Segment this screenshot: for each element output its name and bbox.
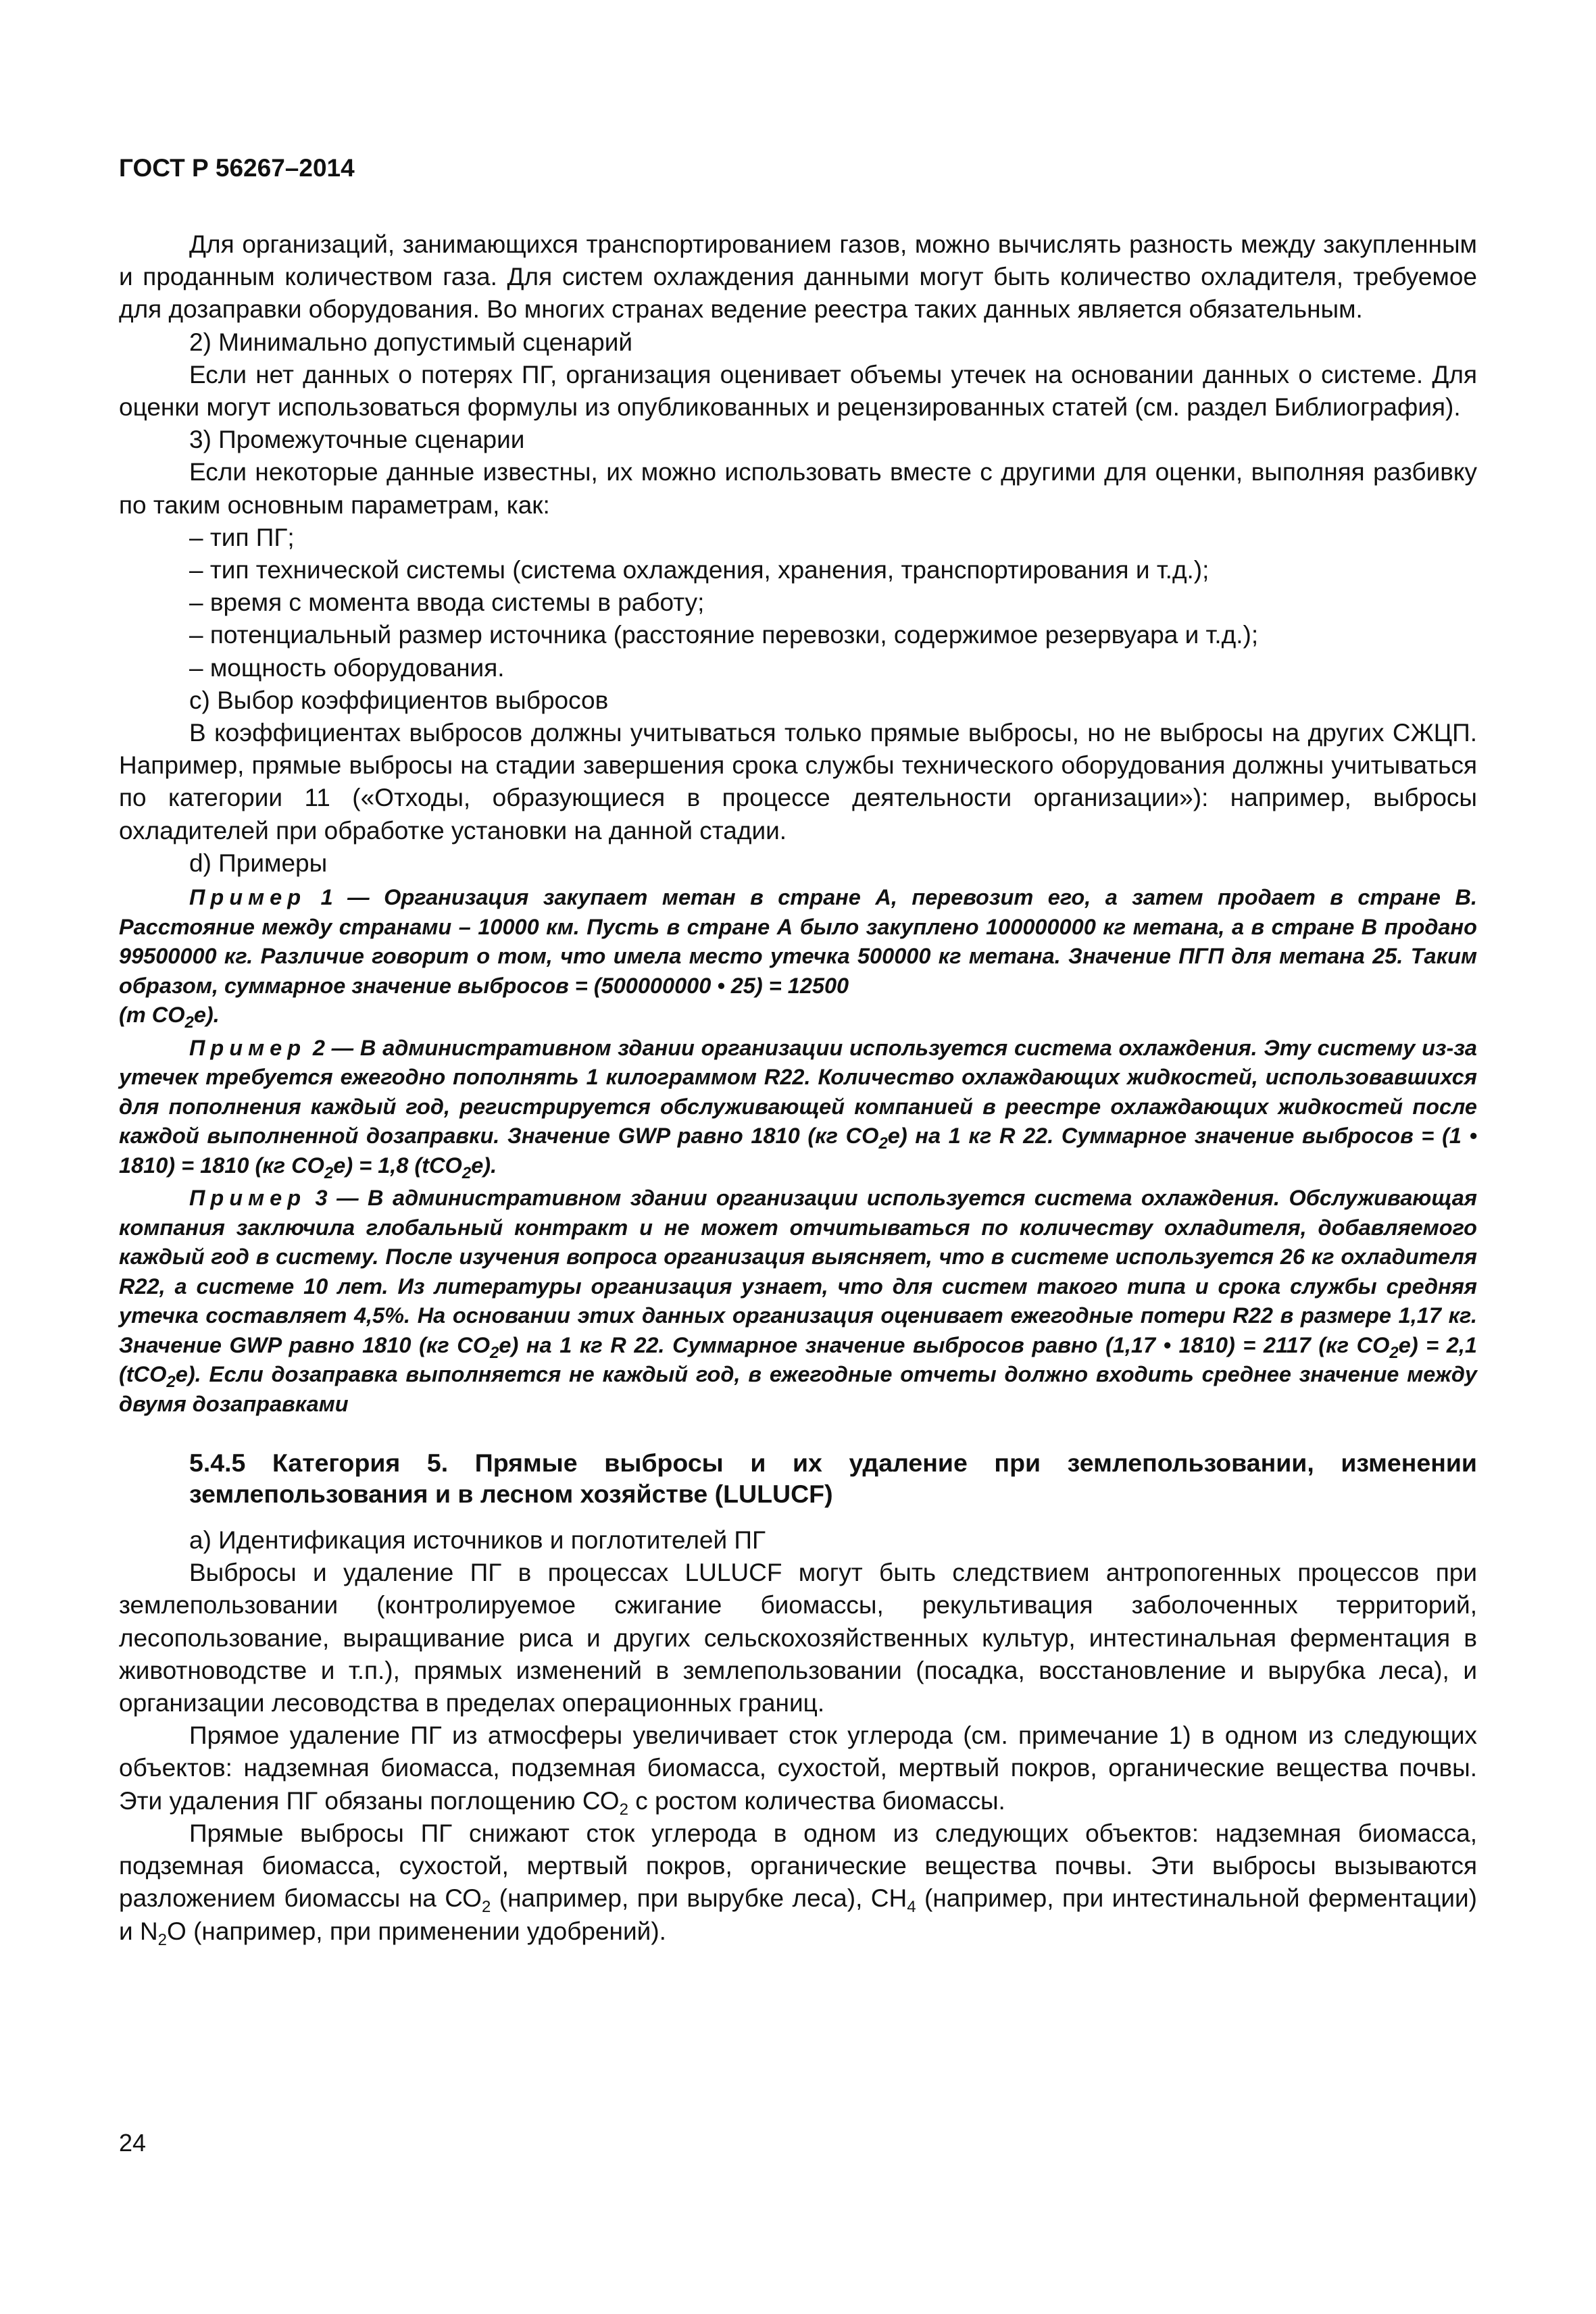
paragraph-intermediate-scenarios: Если некоторые данные известны, их можно использовать вместе с другими для оценки, выполняя разбивку по таким основным параметрам, как: xyxy=(119,458,1477,519)
paragraph-gas-transport: Для организаций, занимающихся транспортированием газов, можно вычислять разность между закупленным и проданным количеством газа. Для систем охлаждения данными могут быть количество охладителя, требуемое для дозаправки оборудования. Во многих странах ведение реестра таких данных является обязательным. xyxy=(119,230,1477,324)
heading-intermediate-scenarios: 3) Промежуточные сценарии xyxy=(189,426,525,454)
example-3: Пример 3 — В административном здании организации используется система охлаждения. Обслуживающая компания заключила глобальный контракт и не может отчитываться по количеству охладителя, добавляемого каждый год в систему. После изучения вопроса организация выясняет, что в системе используется 26 кг охладителя R22, а системе 10 лет. Из литературы организация узнает, что для систем такого типа и срока службы средняя утечка составляет 4,5%. На основании этих данных организация оценивает ежегодные потери R22 в размере 1,17 кг. Значение GWP равно 1810 (кг $СО_2е$) на 1 кг R 22. Суммарное значение выбросов равно (1,17 • 1810) = 2117 (кг $СО_2е) = 2,1$ (tCO$_2$е). Если дозаправка выполняется не каждый год, в ежегодные отчеты должно входить среднее значение между двумя дозаправками xyxy=(119,1186,1477,1416)
heading-examples: d) Примеры xyxy=(189,849,328,877)
example-1: Пример 1 — Организация закупает метан в стране А, перевозит его, а затем продает в стране В. Расстояние между странами – 10000 км. Пусть в стране А было закуплено 100000000 кг метана, а в стране В продано 99500000 кг. Различие говорит о том, что имела место утечка 500000 кг метана. Значение ПГП для метана 25. Таким образом, суммарное значение выбросов = (500000000 • 25) = 12500 (т $СО_2е$). xyxy=(119,885,1477,1032)
heading-emission-factors: с) Выбор коэффициентов выбросов xyxy=(189,686,609,714)
example-label: Пример xyxy=(189,1186,307,1211)
section-title-5-4-5: 5.4.5 Категория 5. Прямые выбросы и их удаление при землепользовании, изменении землепользования и в лесном хозяйстве (LULUCF) xyxy=(189,1449,1477,1509)
paragraph-direct-emissions: Прямые выбросы ПГ снижают сток углерода в одном из следующих объектов: надземная биомасса, подземная биомасса, сухостой, мертвый покров, органические вещества почвы. Эти выбросы вызываются разложением биомассы на $СО_2$ (например, при вырубке леса), $СН_4$ (например, при интестинальной ферментации) и $N_2O$ (например, при применении удобрений). xyxy=(119,1819,1477,1949)
paragraph-direct-removal: Прямое удаление ПГ из атмосферы увеличивает сток углерода (см. примечание 1) в одном из следующих объектов: надземная биомасса, подземная биомасса, сухостой, мертвый покров, органические вещества почвы. Эти удаления ПГ обязаны поглощению $СО_2$ с ростом количества биомассы. xyxy=(119,1721,1477,1819)
heading-minimal-scenario: 2) Минимально допустимый сценарий xyxy=(189,328,633,356)
paragraph-emission-factors: В коэффициентах выбросов должны учитываться только прямые выбросы, но не выбросы на других СЖЦП. Например, прямые выбросы на стадии завершения срока службы технического оборудования должны учитываться по категории 11 («Отходы, образующиеся в процессе деятельности организации»): например, выбросы охладителей при обработке установки на данной стадии. xyxy=(119,719,1477,845)
page-number: 24 xyxy=(119,2129,147,2157)
list-item: – тип ПГ; xyxy=(189,523,295,551)
list-item: – мощность оборудования. xyxy=(189,653,505,682)
example-label: Пример xyxy=(189,1035,307,1060)
list-item: – потенциальный размер источника (расстояние перевозки, содержимое резервуара и т.д.); xyxy=(189,621,1259,649)
standard-number: ГОСТ Р 56267–2014 xyxy=(119,154,355,182)
heading-sources-sinks: а) Идентификация источников и поглотителей ПГ xyxy=(189,1526,766,1555)
paragraph-minimal-scenario: Если нет данных о потерях ПГ, организация оценивает объемы утечек на основании данных о системе. Для оценки могут использоваться формулы из опубликованных и рецензированных статей (см. раздел Библиография). xyxy=(119,360,1477,422)
list-item: – время с момента ввода системы в работу; xyxy=(189,588,705,617)
example-2: Пример 2 — В административном здании организации используется система охлаждения. Эту систему из-за утечек требуется ежегодно пополнять 1 килограммом R22. Количество охлаждающих жидкостей, использовавшихся для пополнения каждый год, регистрируется обслуживающей компанией в реестре охлаждающих жидкостей после каждой выполненной дозаправки. Значение GWP равно 1810 (кг $СО_2е$) на 1 кг R 22. Суммарное значение выбросов = (1 • 1810) = 1810 (кг $СО_2е) = 1,8$ (tCO$_2$е). xyxy=(119,1035,1478,1182)
example-label: Пример xyxy=(189,885,307,910)
document-body xyxy=(119,228,1477,1948)
list-item: – тип технической системы (система охлаждения, хранения, транспортирования и т.д.); xyxy=(189,556,1210,584)
paragraph-lulucf: Выбросы и удаление ПГ в процессах LULUCF могут быть следствием антропогенных процессов при землепользовании (контролируемое сжигание биомассы, рекультивация заболоченных территорий, лесопользование, выращивание риса и других сельскохозяйственных культур, интестинальная ферментация в животноводстве и т.п.), прямых изменений в землепользовании (посадка, восстановление и вырубка леса), и организации лесоводства в пределах операционных границ. xyxy=(119,1559,1477,1717)
